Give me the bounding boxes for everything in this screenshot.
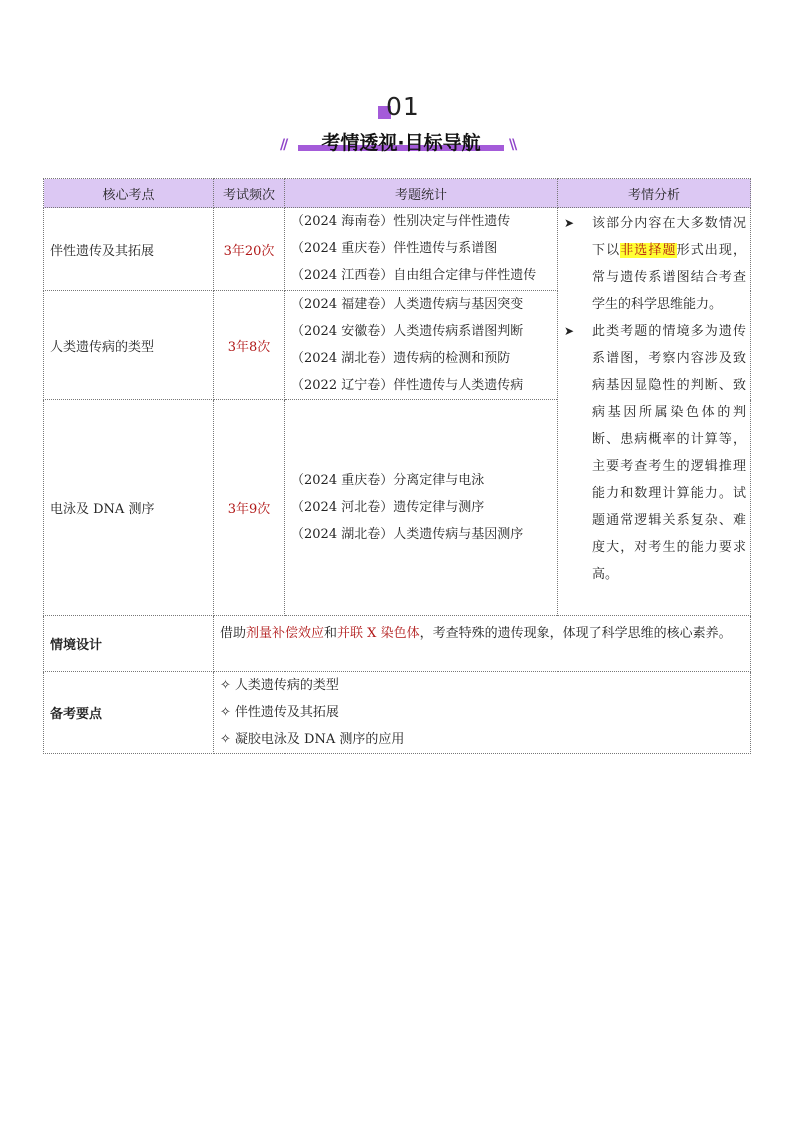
stats-cell	[285, 291, 558, 400]
diamond-bullet-icon: ✧	[220, 678, 231, 693]
list-item: ✧ 伴性遗传及其拓展	[220, 705, 339, 720]
column-header: 考试频次	[214, 179, 285, 208]
topic-cell: 电泳及 DNA 测序	[44, 400, 214, 616]
stat-item: （2024 重庆卷）伴性遗传与系谱图	[291, 241, 498, 256]
situation-label: 情境设计	[44, 616, 214, 672]
key-term: 剂量补偿效应	[246, 626, 325, 641]
stat-item: （2024 重庆卷）分离定律与电泳	[291, 473, 485, 488]
stat-item: （2024 河北卷）遗传定律与测序	[291, 500, 485, 515]
analysis-cell	[558, 208, 751, 616]
highlighted-term: 非选择题	[620, 243, 677, 258]
list-item: ✧ 人类遗传病的类型	[220, 678, 339, 693]
arrow-bullet-icon: ➤	[564, 216, 575, 230]
stat-item: （2024 安徽卷）人类遗传病系谱图判断	[291, 324, 524, 339]
stats-cell	[285, 400, 558, 616]
section-header	[0, 92, 794, 162]
situation-cell: 借助剂量补偿效应和并联 X 染色体，考查特殊的遗传现象，体现了科学思维的核心素养。	[214, 616, 751, 672]
stat-item: （2024 福建卷）人类遗传病与基因突变	[291, 297, 524, 312]
topic-cell: 伴性遗传及其拓展	[44, 208, 214, 291]
diamond-bullet-icon: ✧	[220, 732, 231, 747]
column-header: 考情分析	[558, 179, 751, 208]
right-slash-decoration: \\	[509, 137, 516, 153]
stats-cell	[285, 208, 558, 291]
section-number: 01	[386, 92, 420, 121]
key-term: 并联 X 染色体	[337, 626, 420, 641]
column-header: 考题统计	[285, 179, 558, 208]
prep-label: 备考要点	[44, 672, 214, 754]
diamond-bullet-icon: ✧	[220, 705, 231, 720]
stat-item: （2024 湖北卷）人类遗传病与基因测序	[291, 527, 524, 542]
analysis-item: ➤ 该部分内容在大多数情况下以非选择题形式出现，常与遗传系谱图结合考查学生的科学思维能力。	[564, 210, 746, 318]
topic-cell: 人类遗传病的类型	[44, 291, 214, 400]
frequency-cell: 3年8次	[214, 291, 285, 400]
table-header-row	[44, 179, 751, 208]
table-row	[44, 208, 751, 291]
stat-item: （2024 湖北卷）遗传病的检测和预防	[291, 351, 511, 366]
frequency-cell: 3年9次	[214, 400, 285, 616]
section-title: 考情透视·目标导航	[321, 132, 481, 154]
frequency-cell: 3年20次	[214, 208, 285, 291]
prep-cell	[214, 672, 751, 754]
arrow-bullet-icon: ➤	[564, 324, 575, 338]
situation-row	[44, 616, 751, 672]
stat-item: （2024 海南卷）性别决定与伴性遗传	[291, 214, 511, 229]
list-item: ✧ 凝胶电泳及 DNA 测序的应用	[220, 732, 405, 747]
prep-row	[44, 672, 751, 754]
left-slash-decoration: //	[280, 137, 287, 153]
stat-item: （2024 江西卷）自由组合定律与伴性遗传	[291, 268, 537, 283]
stat-item: （2022 辽宁卷）伴性遗传与人类遗传病	[291, 378, 524, 393]
column-header: 核心考点	[44, 179, 214, 208]
analysis-item: ➤ 此类考题的情境多为遗传系谱图，考察内容涉及致病基因显隐性的判断、致病基因所属染色体的判断、患病概率的计算等，主要考查考生的逻辑推理能力和数理计算能力。试题通常逻辑关系复杂、难度大，对考生的能力要求高。	[564, 318, 746, 588]
exam-analysis-table	[43, 178, 751, 754]
